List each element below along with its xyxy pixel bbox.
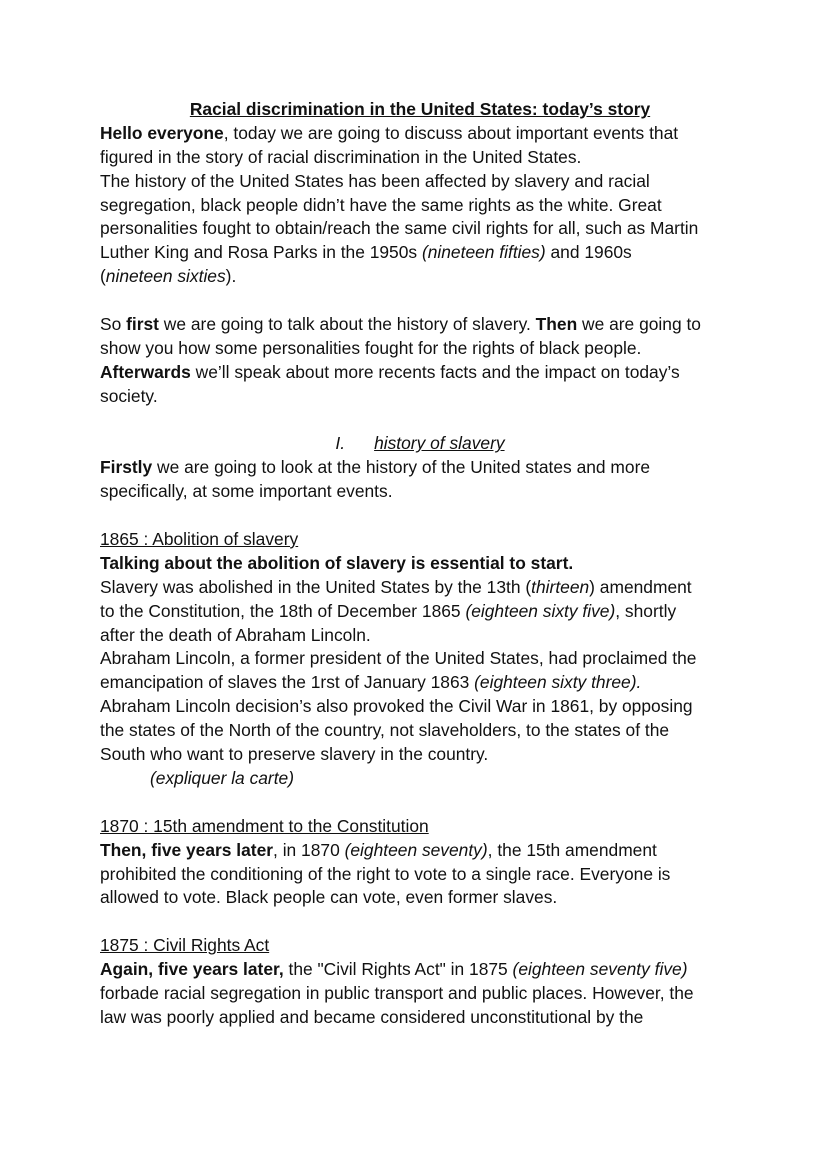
text-segment: ) amendment: [589, 576, 692, 597]
text-segment: The history of the United States has been affected by slavery and racial: [100, 170, 650, 191]
text-segment: prohibited the conditioning of the right to vote to a single race. Everyone is: [100, 863, 671, 884]
document-page: [100, 98, 740, 1030]
text-segment: (nineteen fifties): [421, 242, 546, 263]
text-line: [100, 671, 740, 695]
text-segment: 1870 : 15th amendment to the Constitution: [100, 815, 429, 836]
text-line: [100, 719, 740, 743]
text-segment: first: [126, 314, 159, 335]
text-line: [100, 432, 740, 456]
text-segment: 1865 : Abolition of slavery: [100, 529, 299, 550]
text-segment: to the Constitution, the 18th of December 1865: [100, 600, 466, 621]
text-line: [100, 982, 740, 1006]
text-line: [100, 361, 740, 385]
text-segment: emancipation of slaves the 1rst of January 1863: [100, 672, 475, 693]
text-line: [100, 839, 740, 863]
text-segment: (expliquer la carte): [150, 767, 295, 788]
text-line: [100, 624, 740, 648]
text-segment: nineteen sixties: [105, 266, 226, 287]
text-segment: , in 1870: [273, 839, 345, 860]
text-segment: Racial discrimination in the United States: today’s story: [189, 99, 651, 119]
text-line: [100, 456, 740, 480]
text-segment: Afterwards: [100, 361, 191, 382]
text-segment: South who want to preserve slavery in the country.: [100, 744, 489, 765]
text-segment: Talking about the abolition of slavery is essential to start.: [100, 552, 574, 573]
blank-line: [100, 289, 740, 313]
text-segment: segregation, black people didn’t have the same rights as the white. Great: [100, 194, 662, 215]
text-segment: I.: [335, 433, 375, 454]
text-segment: Luther King and Rosa Parks in the 1950s: [100, 242, 422, 263]
text-segment: , shortly: [615, 600, 677, 621]
text-line: [100, 337, 740, 361]
text-line: [100, 1006, 740, 1030]
text-line: [100, 695, 740, 719]
text-segment: after the death of Abraham Lincoln.: [100, 624, 371, 645]
text-line: [100, 241, 740, 265]
text-segment: Abraham Lincoln, a former president of the United States, had proclaimed the: [100, 648, 697, 669]
text-segment: allowed to vote. Black people can vote, even former slaves.: [100, 887, 558, 908]
blank-line: [100, 910, 740, 934]
text-line: [100, 217, 740, 241]
text-line: [100, 576, 740, 600]
text-line: [100, 528, 740, 552]
text-segment: forbade racial segregation in public transport and public places. However, the: [100, 982, 694, 1003]
text-segment: personalities fought to obtain/reach the same civil rights for all, such as Martin: [100, 218, 699, 239]
text-line: [100, 743, 740, 767]
text-segment: Again, five years later,: [100, 959, 284, 980]
text-segment: (eighteen seventy): [344, 839, 488, 860]
text-segment: (eighteen seventy five): [512, 959, 688, 980]
text-line: [100, 600, 740, 624]
text-segment: (eighteen sixty three).: [474, 672, 642, 693]
text-segment: figured in the story of racial discrimination in the United States.: [100, 146, 582, 167]
text-segment: we are going to look at the history of the United states and more: [152, 457, 651, 478]
text-segment: the states of the North of the country, not slaveholders, to the states of the: [100, 720, 670, 741]
text-segment: Then, five years later: [100, 839, 274, 860]
text-segment: and 1960s: [545, 242, 632, 263]
text-segment: thirteen: [531, 576, 590, 597]
text-line: [100, 170, 740, 194]
text-segment: specifically, at some important events.: [100, 481, 393, 502]
text-segment: Slavery was abolished in the United States by the 13th (: [100, 576, 532, 597]
text-segment: show you how some personalities fought for the rights of black people.: [100, 337, 642, 358]
text-line: [100, 480, 740, 504]
text-line: [100, 265, 740, 289]
text-line: [100, 146, 740, 170]
text-segment: ).: [225, 266, 237, 287]
text-line: [100, 934, 740, 958]
text-line: [100, 385, 740, 409]
text-line: [100, 815, 740, 839]
text-segment: Then: [535, 314, 578, 335]
text-segment: So: [100, 314, 127, 335]
text-segment: 1875 : Civil Rights Act: [100, 935, 270, 956]
text-segment: we are going to talk about the history of slavery.: [158, 314, 536, 335]
text-segment: (: [100, 266, 106, 287]
text-segment: law was poorly applied and became considered unconstitutional by the: [100, 1006, 644, 1027]
text-segment: we’ll speak about more recents facts and the impact on today’s: [190, 361, 680, 382]
text-line: [100, 98, 740, 122]
blank-line: [100, 791, 740, 815]
text-line: [100, 863, 740, 887]
text-line: [100, 313, 740, 337]
text-segment: we are going to: [577, 314, 701, 335]
text-line: [100, 194, 740, 218]
blank-line: [100, 504, 740, 528]
text-line: [100, 958, 740, 982]
text-segment: , the 15th amendment: [487, 839, 657, 860]
text-segment: , today we are going to discuss about important events that: [223, 122, 679, 143]
text-segment: Hello everyone: [100, 122, 224, 143]
text-segment: history of slavery: [374, 433, 505, 454]
text-segment: Abraham Lincoln decision’s also provoked the Civil War in 1861, by opposing: [100, 696, 693, 717]
blank-line: [100, 409, 740, 433]
text-segment: society.: [100, 385, 158, 406]
text-line: [100, 767, 740, 791]
text-segment: the "Civil Rights Act" in 1875: [283, 959, 513, 980]
text-segment: (eighteen sixty five): [465, 600, 616, 621]
text-line: [100, 552, 740, 576]
text-segment: Firstly: [100, 457, 153, 478]
text-line: [100, 122, 740, 146]
text-line: [100, 647, 740, 671]
text-line: [100, 886, 740, 910]
